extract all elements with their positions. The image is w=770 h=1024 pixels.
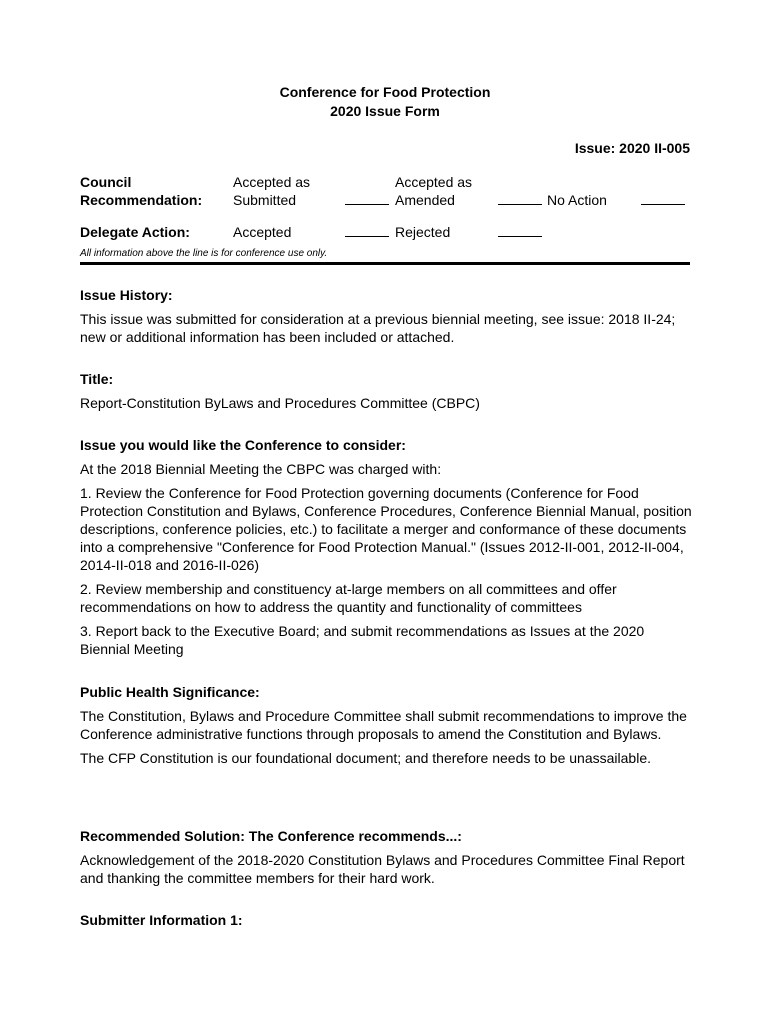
delegate-rejected-blank[interactable]: [498, 224, 542, 240]
council-opt-submitted-line1: Accepted as: [233, 174, 311, 190]
council-opt-amended-line1: Accepted as: [395, 174, 473, 190]
form-subtitle: 2020 Issue Form: [330, 103, 440, 119]
council-opt-submitted-line2: Submitted: [233, 192, 297, 208]
delegate-opt-accepted: Accepted: [233, 224, 292, 240]
issue-item-1: 1. Review the Conference for Food Protection governing documents (Conference for Food Protection Constitution and Bylaws, Conference Procedures, Conference Biennial Manual, position descriptions, conference policies, etc.) to facilitate a merger and conformance of these documents into a comprehensive "Conference for Food Protection Manual." (Issues 2012-II-001, 2012-II-004, 2014-II-018 and 2016-II-026): [80, 485, 692, 573]
section-heading: Issue you would like the Conference to consider:: [80, 437, 406, 453]
delegate-label: Delegate Action:: [80, 224, 190, 240]
council-no-action-blank[interactable]: [641, 192, 685, 208]
divider-line: [80, 262, 690, 265]
section-text: This issue was submitted for consideration at a previous biennial meeting, see issue: 2018 II-24; new or additional information has been included or attached.: [80, 311, 676, 345]
issue-item-3: 3. Report back to the Executive Board; and submit recommendations as Issues at the 2020 Biennial Meeting: [80, 623, 645, 657]
section-text: Acknowledgement of the 2018-2020 Constitution Bylaws and Procedures Committee Final Report and thanking the committee members for their hard work.: [80, 852, 685, 886]
form-title: Conference for Food Protection: [279, 84, 491, 100]
section-recommended-solution: [80, 827, 692, 887]
delegate-accepted-blank[interactable]: [345, 224, 389, 240]
public-health-text-1: The Constitution, Bylaws and Procedure Committee shall submit recommendations to improve the Conference administrative functions through proposals to amend the Constitution and Bylaws.: [80, 708, 687, 742]
council-opt-no-action: No Action: [547, 192, 607, 208]
council-opt-amended-line2: Amended: [395, 192, 455, 208]
council-label-line1: Council: [80, 174, 132, 190]
delegate-opt-rejected: Rejected: [395, 224, 451, 240]
council-amended-blank[interactable]: [498, 192, 542, 208]
section-heading: Public Health Significance:: [80, 684, 260, 700]
section-heading: Recommended Solution: The Conference recommends...:: [80, 828, 462, 844]
section-public-health: [80, 683, 692, 767]
issue-item-2: 2. Review membership and constituency at-large members on all committees and offer recommendations on how to address the quantity and functionality of committees: [80, 581, 617, 615]
conference-use-notice: All information above the line is for conference use only.: [80, 248, 328, 259]
section-submitter: [80, 911, 692, 929]
section-heading: Issue History:: [80, 287, 173, 303]
section-heading: Submitter Information 1:: [80, 912, 243, 928]
section-title: [80, 370, 692, 412]
issue-number: Issue: 2020 II-005: [574, 140, 690, 156]
council-label-line2: Recommendation:: [80, 192, 203, 208]
section-text: Report-Constitution ByLaws and Procedures Committee (CBPC): [80, 395, 480, 411]
section-issue: [80, 436, 692, 658]
council-submitted-blank[interactable]: [345, 192, 389, 208]
section-issue-history: [80, 286, 692, 346]
issue-intro: At the 2018 Biennial Meeting the CBPC was charged with:: [80, 461, 442, 477]
public-health-text-2: The CFP Constitution is our foundational document; and therefore needs to be unassailable.: [80, 750, 651, 766]
section-heading: Title:: [80, 371, 114, 387]
